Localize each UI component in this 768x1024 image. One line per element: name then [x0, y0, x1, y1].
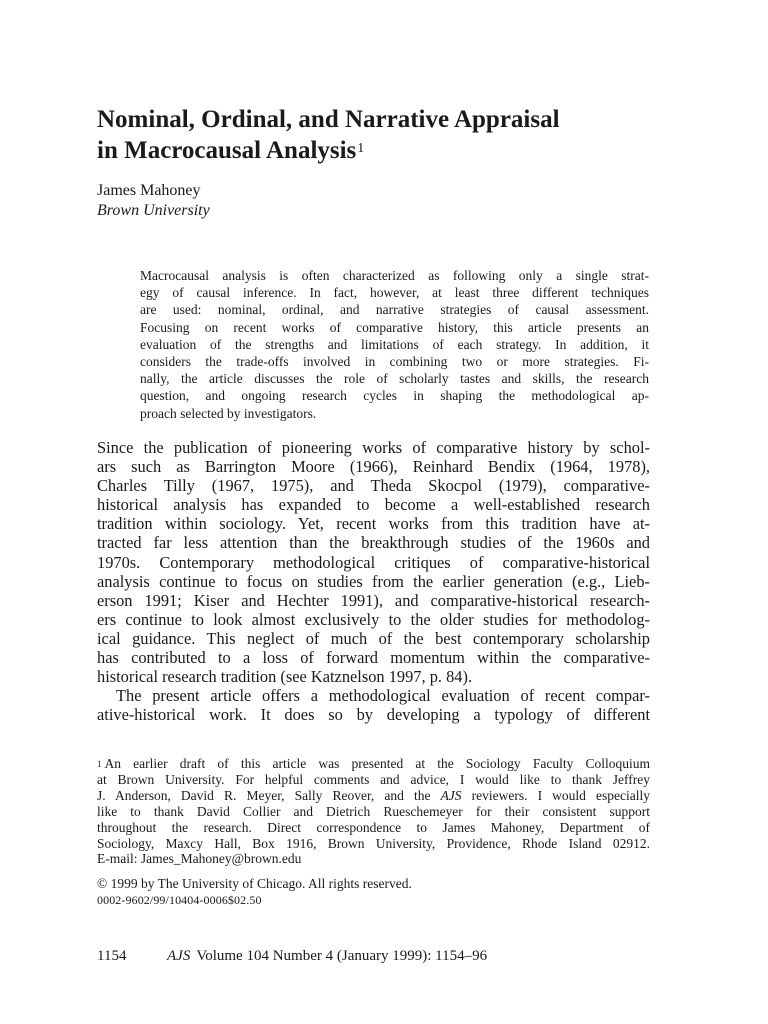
footnote-line: throughout the research. Direct correspondence to James Mahoney, Department of	[97, 819, 650, 835]
abstract-line: are used: nominal, ordinal, and narrative strategies of causal assessment.	[140, 302, 649, 318]
copyright-notice: © 1999 by The University of Chicago. All rights reserved.	[97, 876, 412, 891]
journal-citation: Volume 104 Number 4 (January 1999): 1154–96	[196, 948, 488, 964]
article-title	[97, 104, 697, 166]
footnote	[97, 756, 650, 867]
body-line: ars such as Barrington Moore (1966), Reinhard Bendix (1964, 1978),	[97, 457, 650, 477]
abstract-line: considers the trade-offs involved in combining two or more strategies. Fi-	[140, 354, 649, 370]
body-line: tracted far less attention than the breakthrough studies of the 1960s and	[97, 533, 650, 553]
footnote-email[interactable]: E-mail: James_Mahoney@brown.edu	[97, 851, 302, 867]
title-line-2-text: in Macrocausal Analysis	[97, 137, 357, 164]
body-line: Charles Tilly (1967, 1975), and Theda Skocpol (1979), comparative-	[97, 476, 650, 496]
abstract-line: nally, the article discusses the role of scholarly tastes and skills, the research	[140, 371, 649, 387]
body-line: has contributed to a loss of forward momentum within the comparative-	[97, 648, 650, 668]
body-line: 1970s. Contemporary methodological critiques of comparative-historical	[97, 552, 650, 572]
abstract-line: Macrocausal analysis is often characterized as following only a single strat-	[140, 268, 649, 283]
footnote-line: at Brown University. For helpful comments and advice, I would like to thank Jeffrey	[97, 771, 650, 787]
body-line: Since the publication of pioneering works of comparative history by schol-	[97, 438, 650, 457]
footnote-line-1: An earlier draft of this article was presented at the Sociology Faculty Colloquium	[104, 756, 650, 771]
title-line-2	[97, 135, 697, 166]
footnote-line: Sociology, Maxcy Hall, Box 1916, Brown University, Providence, Rhode Island 02912.	[97, 835, 650, 851]
body-line: ical guidance. This neglect of much of the best contemporary scholarship	[97, 628, 650, 648]
footnote-line-3b: reviewers. I would especially	[461, 787, 650, 803]
author-name: James Mahoney	[97, 182, 201, 199]
page-number: 1154	[97, 948, 127, 964]
abstract-line: Focusing on recent works of comparative history, this article presents an	[140, 319, 649, 335]
body-line: ative-historical work. It does so by developing a typology of different	[97, 705, 650, 725]
abstract-line: evaluation of the strengths and limitations of each strategy. In addition, it	[140, 336, 649, 352]
footnote-line	[97, 756, 650, 772]
footnote-line-3a: J. Anderson, David R. Meyer, Sally Reover, and the	[97, 787, 441, 803]
body-text	[97, 438, 650, 724]
footnote-journal-name: AJS	[440, 787, 462, 803]
article-code: 0002-9602/99/10404-0006$02.50	[97, 893, 262, 907]
title-line-1: Nominal, Ordinal, and Narrative Appraisal	[97, 106, 560, 133]
body-line: The present article offers a methodological evaluation of recent compar-	[116, 686, 650, 706]
author-affiliation: Brown University	[97, 202, 210, 219]
body-line: erson 1991; Kiser and Hechter 1991), and comparative-historical research-	[97, 590, 650, 610]
abstract-line: question, and ongoing research cycles in shaping the methodological ap-	[140, 388, 649, 404]
page-footer	[97, 946, 487, 966]
abstract-line: egy of causal inference. In fact, however, at least three different techniques	[140, 285, 649, 301]
footnote-line: like to thank David Collier and Dietrich Rueschemeyer for their consistent support	[97, 803, 650, 819]
abstract	[140, 267, 649, 422]
footnote-mark: 1	[97, 759, 102, 769]
body-line: analysis continue to focus on studies from the earlier generation (e.g., Lieb-	[97, 571, 650, 591]
abstract-line: proach selected by investigators.	[140, 405, 317, 421]
title-footnote-mark[interactable]: 1	[357, 141, 365, 156]
journal-name: AJS	[167, 948, 191, 964]
body-line: historical research tradition (see Katznelson 1997, p. 84).	[97, 667, 473, 687]
body-line: ers continue to look almost exclusively to the older studies for methodolog-	[97, 609, 650, 629]
footnote-line	[97, 788, 650, 804]
body-line: tradition within sociology. Yet, recent works from this tradition have at-	[97, 514, 650, 534]
body-line: historical analysis has expanded to become a well-established research	[97, 495, 650, 515]
